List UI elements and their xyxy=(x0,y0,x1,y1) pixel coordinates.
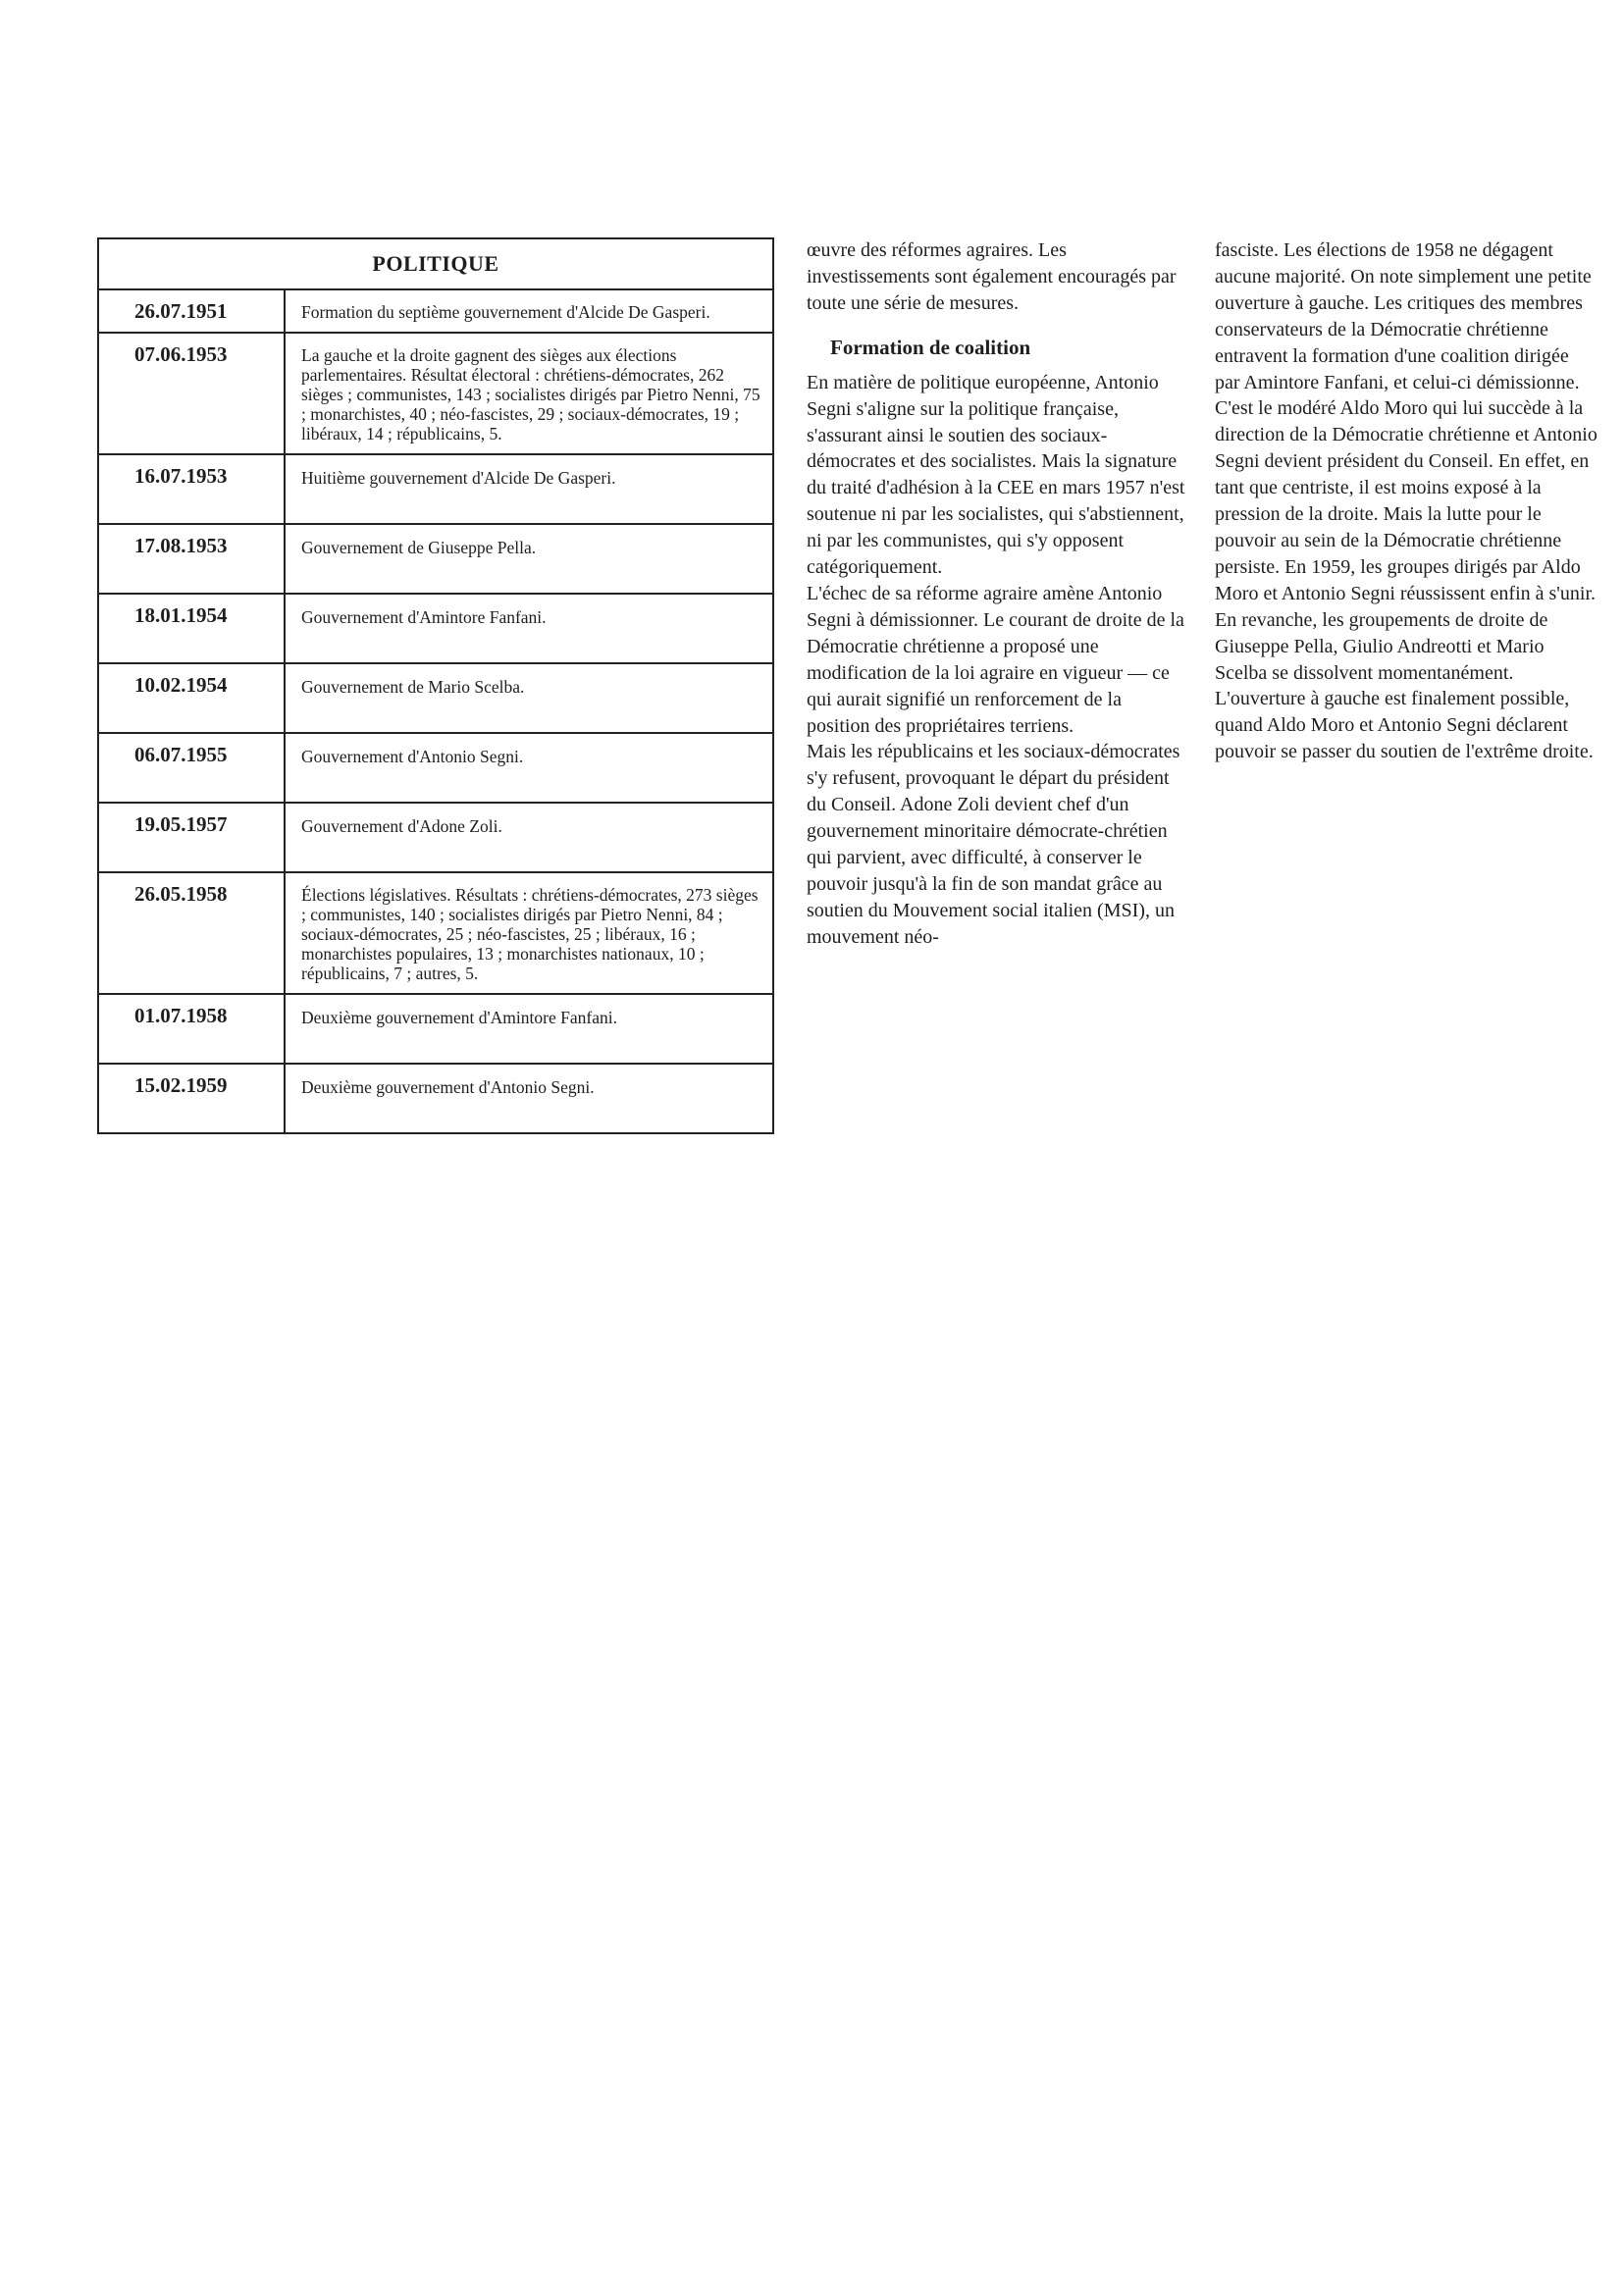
row-date: 06.07.1955 xyxy=(98,733,285,803)
row-date: 16.07.1953 xyxy=(98,454,285,524)
table-row xyxy=(98,1064,773,1133)
table-row xyxy=(98,994,773,1064)
article-paragraph: Mais les républicains et les sociaux-démocrates s'y refusent, provoquant le départ du président du Conseil. Adone Zoli devient chef d'un gouvernement minoritaire démocrate-chrétien qui parvient, avec difficulté, à conserver le pouvoir jusqu'à la fin de son mandat grâce au soutien du Mouvement social italien (MSI), un mouvement néo- xyxy=(807,741,1180,948)
politique-table xyxy=(97,237,774,1134)
article-column-right xyxy=(1215,237,1598,765)
row-date: 26.05.1958 xyxy=(98,872,285,994)
table-row xyxy=(98,872,773,994)
row-date: 17.08.1953 xyxy=(98,524,285,594)
row-text: Élections législatives. Résultats : chrétiens-démocrates, 273 sièges ; communistes, 140 ; socialistes dirigés par Pietro Nenni, 84 ; sociaux-démocrates, 25 ; néo-fascistes, 25 ; libéraux, 16 ; monarchistes populaires, 13 ; monarchistes nationaux, 10 ; républicains, 7 ; autres, 5. xyxy=(285,872,773,994)
section-heading: Formation de coalition xyxy=(830,335,1031,359)
row-text: Formation du septième gouvernement d'Alcide De Gasperi. xyxy=(285,289,773,333)
row-text: Huitième gouvernement d'Alcide De Gasperi. xyxy=(285,454,773,524)
article-paragraph: L'ouverture à gauche est finalement possible, quand Aldo Moro et Antonio Segni déclarent pouvoir se passer du soutien de l'extrême droite. xyxy=(1215,688,1594,763)
article-paragraph: fasciste. Les élections de 1958 ne dégagent aucune majorité. On note simplement une petite ouverture à gauche. Les critiques des membres conservateurs de la Démocratie chrétienne entravent la formation d'une coalition dirigée par Amintore Fanfani, et celui-ci démissionne. C'est le modéré Aldo Moro qui lui succède à la direction de la Démocratie chrétienne et Antonio Segni devient président du Conseil. En effet, en tant que centriste, il est moins exposé à la pression de la droite. Mais la lutte pour le pouvoir au sein de la Démocratie chrétienne persiste. En 1959, les groupes dirigés par Aldo Moro et Antonio Segni réussissent enfin à s'unir. En revanche, les groupements de droite de Giuseppe Pella, Giulio Andreotti et Mario Scelba se dissolvent momentanément. xyxy=(1215,239,1598,684)
article-column-middle xyxy=(807,237,1189,951)
table-row xyxy=(98,333,773,454)
row-text: La gauche et la droite gagnent des sièges aux élections parlementaires. Résultat électoral : chrétiens-démocrates, 262 sièges ; communistes, 143 ; socialistes dirigés par Pietro Nenni, 75 ; monarchistes, 40 ; néo-fascistes, 29 ; sociaux-démocrates, 19 ; libéraux, 14 ; républicains, 5. xyxy=(285,333,773,454)
table-row xyxy=(98,803,773,872)
row-text: Deuxième gouvernement d'Antonio Segni. xyxy=(285,1064,773,1133)
table-row xyxy=(98,663,773,733)
article-intro: œuvre des réformes agraires. Les investissements sont également encouragés par toute une série de mesures. xyxy=(807,239,1177,314)
row-text: Gouvernement de Giuseppe Pella. xyxy=(285,524,773,594)
table-row xyxy=(98,524,773,594)
article-paragraph: L'échec de sa réforme agraire amène Antonio Segni à démissionner. Le courant de droite de la Démocratie chrétienne a proposé une modification de la loi agraire en vigueur — ce qui aurait signifié un renforcement de la position des propriétaires terriens. xyxy=(807,582,1184,737)
row-text: Gouvernement de Mario Scelba. xyxy=(285,663,773,733)
row-date: 01.07.1958 xyxy=(98,994,285,1064)
table-row xyxy=(98,454,773,524)
row-date: 07.06.1953 xyxy=(98,333,285,454)
row-date: 18.01.1954 xyxy=(98,594,285,663)
row-text: Deuxième gouvernement d'Amintore Fanfani. xyxy=(285,994,773,1064)
row-text: Gouvernement d'Amintore Fanfani. xyxy=(285,594,773,663)
article-paragraph: En matière de politique européenne, Antonio Segni s'aligne sur la politique française, s'assurant ainsi le soutien des sociaux-démocrates et des socialistes. Mais la signature du traité d'adhésion à la CEE en mars 1957 n'est soutenue ni par les socialistes, qui s'abstiennent, ni par les communistes, qui s'y opposent catégoriquement. xyxy=(807,371,1185,579)
row-text: Gouvernement d'Adone Zoli. xyxy=(285,803,773,872)
table-row xyxy=(98,733,773,803)
row-date: 19.05.1957 xyxy=(98,803,285,872)
row-text: Gouvernement d'Antonio Segni. xyxy=(285,733,773,803)
row-date: 15.02.1959 xyxy=(98,1064,285,1133)
row-date: 26.07.1951 xyxy=(98,289,285,333)
table-row xyxy=(98,289,773,333)
table-heading: POLITIQUE xyxy=(98,238,773,289)
row-date: 10.02.1954 xyxy=(98,663,285,733)
table-row xyxy=(98,594,773,663)
